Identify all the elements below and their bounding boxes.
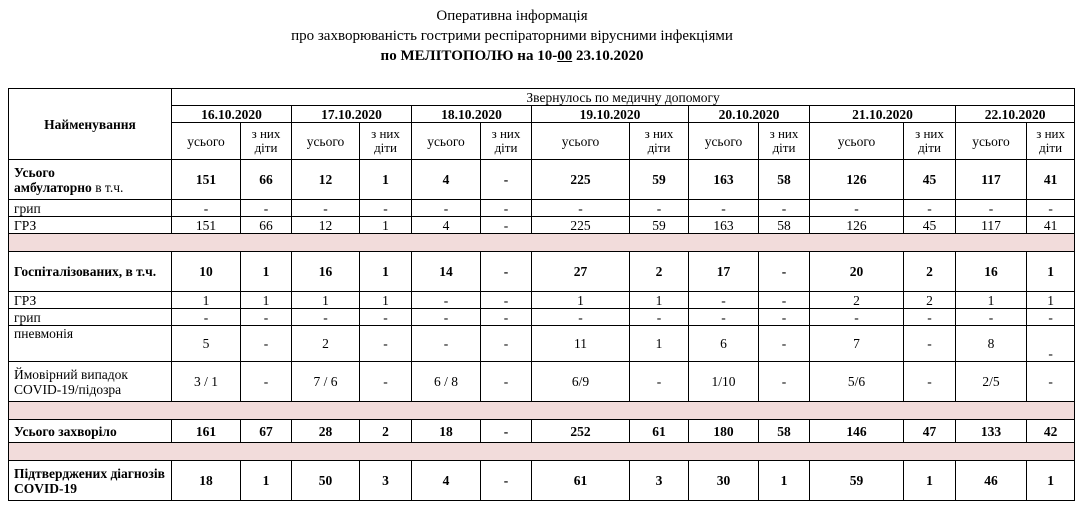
table-cell: 67 [241,420,292,443]
row-label-flu: грип [9,200,172,217]
col-kids-header: з них діти [241,123,292,160]
table-cell: - [630,309,689,326]
table-cell: 16 [292,252,360,292]
table-cell: - [172,200,241,217]
table-cell: - [241,326,292,362]
table-cell: 252 [532,420,630,443]
table-cell: 1 [360,217,412,234]
table-cell: - [904,362,956,402]
table-cell: 1 [1027,461,1075,501]
col-total-header: усього [532,123,630,160]
report-header [0,0,1024,66]
table-cell: 47 [904,420,956,443]
table-cell: 50 [292,461,360,501]
table-cell: 225 [532,217,630,234]
table-cell: 180 [689,420,759,443]
name-header: Найменування [9,89,172,160]
table-cell: 18 [412,420,481,443]
table-cell: - [360,309,412,326]
table-cell: 1 [759,461,810,501]
report-subtitle: про захворюваність гострими респіраторними вірусними інфекціями [291,28,733,44]
table-cell: 10 [172,252,241,292]
table-cell: 17 [689,252,759,292]
table-cell: 41 [1027,217,1075,234]
table-cell: 161 [172,420,241,443]
table-cell: - [904,309,956,326]
table-cell: 1 [532,292,630,309]
table-cell: - [759,252,810,292]
col-kids-header: з них діти [759,123,810,160]
col-kids-header: з них діти [630,123,689,160]
table-cell: 225 [532,160,630,200]
table-cell: 58 [759,160,810,200]
table-cell: - [1027,309,1075,326]
table-cell: 46 [956,461,1027,501]
table-cell: 1 [630,292,689,309]
row-label-total-outpatient: Усього амбулаторно в т.ч. [9,160,172,200]
date-header: 21.10.2020 [810,106,956,123]
table-cell: 7 [810,326,904,362]
table-cell: 12 [292,160,360,200]
table-cell: 126 [810,160,904,200]
table-cell: - [689,309,759,326]
report-location-date: по МЕЛІТОПОЛЮ на 10-00 23.10.2020 [380,48,644,64]
table-cell: 59 [810,461,904,501]
table-cell: 126 [810,217,904,234]
table-cell: 1 [292,292,360,309]
table-cell: - [1027,326,1075,362]
table-cell: - [481,461,532,501]
table-cell: - [481,362,532,402]
table-cell: 16 [956,252,1027,292]
table-cell: 2 [904,252,956,292]
table-cell: 1 [360,292,412,309]
table-cell: - [759,326,810,362]
table-cell: - [412,326,481,362]
table-cell: 2 [630,252,689,292]
table-cell: 45 [904,160,956,200]
table-cell: 163 [689,160,759,200]
col-kids-header: з них діти [1027,123,1075,160]
table-cell: 151 [172,217,241,234]
table-cell: 59 [630,217,689,234]
table-cell: 2 [904,292,956,309]
col-kids-header: з них діти [904,123,956,160]
table-cell: 1 [1027,292,1075,309]
table-cell: 20 [810,252,904,292]
table-cell: 58 [759,420,810,443]
table-cell: 151 [172,160,241,200]
table-cell: 3 [360,461,412,501]
col-total-header: усього [689,123,759,160]
table-cell: 146 [810,420,904,443]
table-cell: 18 [172,461,241,501]
table-cell: - [481,420,532,443]
table-cell: 45 [904,217,956,234]
table-cell: - [360,362,412,402]
table-cell: - [292,309,360,326]
table-cell: - [630,362,689,402]
table-cell: 1 [241,292,292,309]
table-cell: - [481,292,532,309]
table-cell: 1 [241,461,292,501]
table-cell: 2 [810,292,904,309]
table-cell: - [759,309,810,326]
table-cell: - [360,200,412,217]
morbidity-table [8,88,1075,501]
table-cell: - [481,252,532,292]
date-header: 22.10.2020 [956,106,1075,123]
table-cell: - [810,200,904,217]
table-cell: - [630,200,689,217]
table-cell: - [532,200,630,217]
row-label-total-sick: Усього захворіло [9,420,172,443]
table-cell: - [481,309,532,326]
separator-band [9,443,1075,461]
table-cell: 59 [630,160,689,200]
table-cell: 133 [956,420,1027,443]
table-cell: - [1027,362,1075,402]
table-cell: 1 [956,292,1027,309]
row-label-hosp-flu: грип [9,309,172,326]
table-cell: 6/9 [532,362,630,402]
table-cell: 4 [412,160,481,200]
separator-band [9,234,1075,252]
date-header: 19.10.2020 [532,106,689,123]
table-cell: 117 [956,217,1027,234]
table-cell: - [956,309,1027,326]
table-cell: 1 [630,326,689,362]
report-title: Оперативна інформація [436,8,588,24]
table-cell: 3 [630,461,689,501]
col-total-header: усього [412,123,481,160]
group-header: Звернулось по медичну допомогу [172,89,1075,106]
row-label-ari: ГРЗ [9,217,172,234]
table-cell: 4 [412,461,481,501]
table-cell: - [292,200,360,217]
table-cell: - [481,217,532,234]
table-cell: 1/10 [689,362,759,402]
row-label-pneumonia: пневмонія [9,326,172,362]
row-label-hospitalized: Госпіталізованих, в т.ч. [9,252,172,292]
table-cell: - [1027,200,1075,217]
col-kids-header: з них діти [360,123,412,160]
table-cell: 1 [360,252,412,292]
table-cell: 1 [241,252,292,292]
table-cell: - [241,362,292,402]
table-cell: 163 [689,217,759,234]
table-cell: 27 [532,252,630,292]
table-cell: 66 [241,217,292,234]
table-cell: 61 [532,461,630,501]
table-cell: 6 / 8 [412,362,481,402]
table-cell: 6 [689,326,759,362]
table-cell: 58 [759,217,810,234]
table-cell: 61 [630,420,689,443]
date-header: 20.10.2020 [689,106,810,123]
table-cell: 28 [292,420,360,443]
table-cell: 1 [904,461,956,501]
col-total-header: усього [810,123,904,160]
table-cell: - [810,309,904,326]
table-cell: 117 [956,160,1027,200]
table-cell: 30 [689,461,759,501]
table-cell: 1 [1027,252,1075,292]
row-label-covid-suspected: Ймовірний випадок COVID-19/підозра [9,362,172,402]
table-cell: - [412,200,481,217]
table-cell: - [241,200,292,217]
table-cell: - [759,200,810,217]
table-cell: 8 [956,326,1027,362]
table-cell: 42 [1027,420,1075,443]
col-total-header: усього [292,123,360,160]
table-cell: - [759,362,810,402]
table-cell: 2 [292,326,360,362]
table-cell: 66 [241,160,292,200]
table-cell: 5 [172,326,241,362]
table-cell: - [360,326,412,362]
col-total-header: усього [956,123,1027,160]
row-label-covid-confirmed: Підтверджених діагнозів COVID-19 [9,461,172,501]
separator-band [9,402,1075,420]
table-cell: - [956,200,1027,217]
table-cell: - [481,326,532,362]
table-cell: 5/6 [810,362,904,402]
row-label-hosp-ari: ГРЗ [9,292,172,309]
date-header: 17.10.2020 [292,106,412,123]
table-cell: - [412,309,481,326]
table-cell: - [412,292,481,309]
table-cell: - [481,160,532,200]
table-cell: - [241,309,292,326]
table-cell: 2 [360,420,412,443]
col-kids-header: з них діти [481,123,532,160]
table-cell: - [904,326,956,362]
table-cell: - [689,200,759,217]
table-cell: 2/5 [956,362,1027,402]
table-cell: 11 [532,326,630,362]
table-cell: - [689,292,759,309]
table-cell: - [904,200,956,217]
date-header: 18.10.2020 [412,106,532,123]
table-cell: 1 [360,160,412,200]
table-cell: 3 / 1 [172,362,241,402]
col-total-header: усього [172,123,241,160]
table-cell: 1 [172,292,241,309]
table-cell: 7 / 6 [292,362,360,402]
table-cell: 14 [412,252,481,292]
date-header: 16.10.2020 [172,106,292,123]
table-cell: - [172,309,241,326]
table-cell: - [759,292,810,309]
table-cell: 41 [1027,160,1075,200]
table-cell: 4 [412,217,481,234]
table-cell: 12 [292,217,360,234]
table-cell: - [532,309,630,326]
table-cell: - [481,200,532,217]
